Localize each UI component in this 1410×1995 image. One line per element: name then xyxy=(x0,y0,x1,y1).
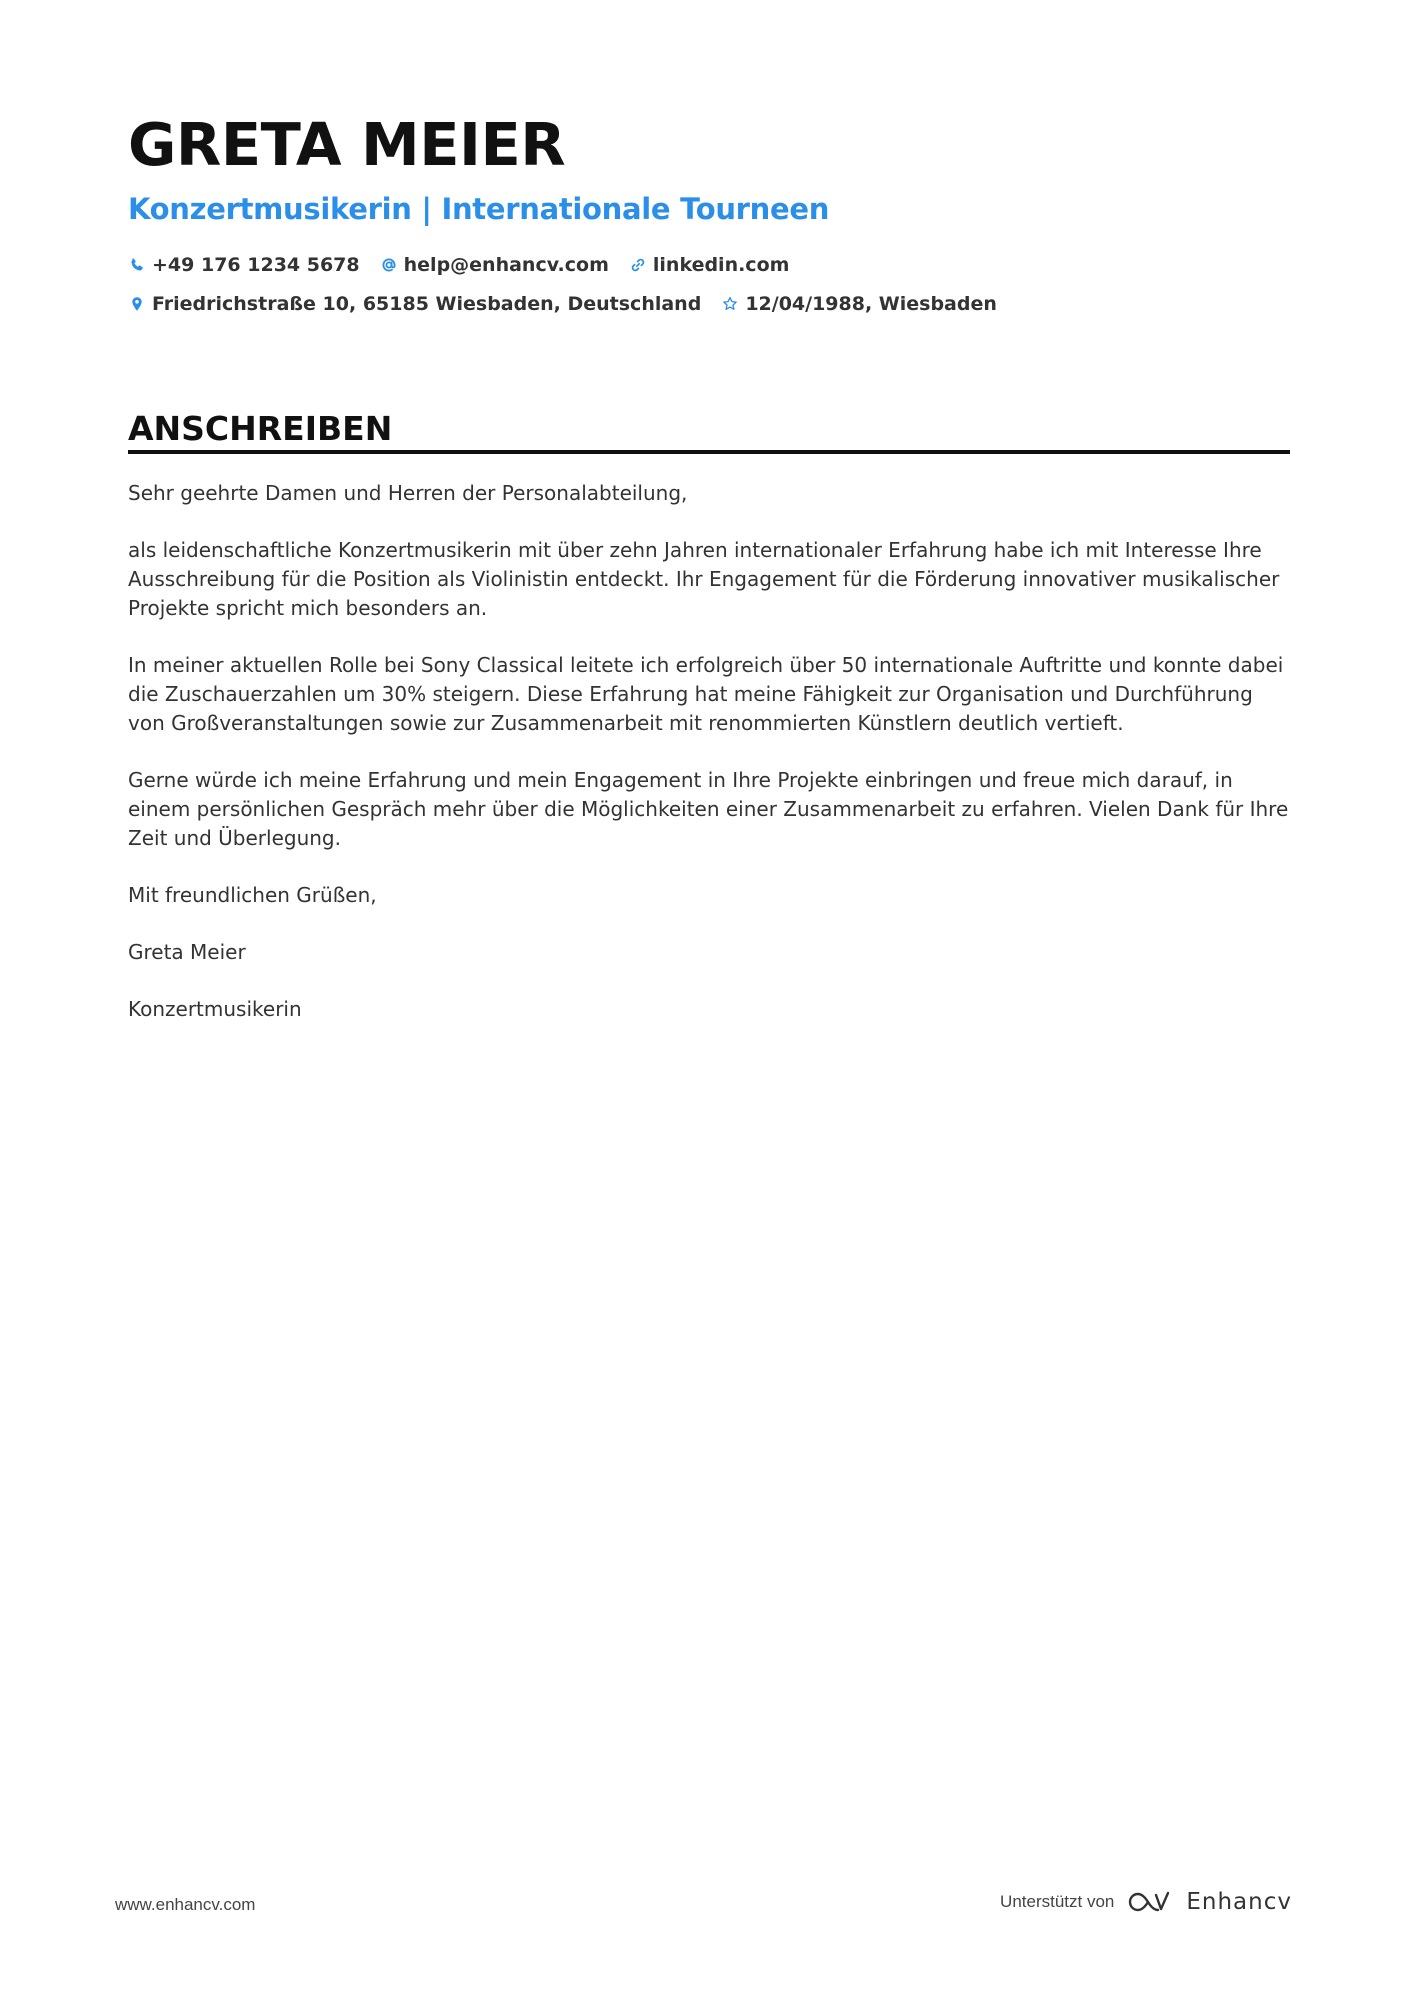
letter-paragraph: Gerne würde ich meine Erfahrung und mein Engagement in Ihre Projekte einbringen und freue mich darauf, in einem persönlichen Gespräch mehr über die Möglichkeiten einer Zusammenarbeit zu erfahren. Vielen Dank für Ihre Zeit und Überlegung. xyxy=(128,768,1289,850)
enhancv-logo-icon xyxy=(1126,1889,1172,1915)
contact-birth-text: 12/04/1988, Wiesbaden xyxy=(745,292,997,315)
signature-name: Greta Meier xyxy=(128,940,246,964)
location-pin-icon xyxy=(128,295,146,313)
letter-paragraph: In meiner aktuellen Rolle bei Sony Classical leitete ich erfolgreich über 50 internationale Auftritte und konnte dabei die Zuschauerzahlen um 30% steigern. Diese Erfahrung hat meine Fähigkeit zur Organisation und Durchführung von Großveranstaltungen sowie zur Zusammenarbeit mit renommierten Künstlern deutlich vertieft. xyxy=(128,653,1284,735)
signature-title: Konzertmusikerin xyxy=(128,997,302,1021)
letter-salutation: Sehr geehrte Damen und Herren der Personalabteilung, xyxy=(128,481,688,505)
phone-icon xyxy=(128,256,146,274)
contact-email-text[interactable]: help@enhancv.com xyxy=(403,253,609,276)
enhancv-brand-name: Enhancv xyxy=(1186,1889,1292,1915)
star-icon xyxy=(721,295,739,313)
cover-letter-body xyxy=(128,479,1290,1052)
contact-list xyxy=(128,252,1290,316)
section-title: ANSCHREIBEN xyxy=(128,409,393,448)
footer-branding xyxy=(1000,1889,1292,1915)
contact-linkedin-text[interactable]: linkedin.com xyxy=(652,253,790,276)
contact-address-text: Friedrichstraße 10, 65185 Wiesbaden, Deutschland xyxy=(152,292,702,315)
contact-birth xyxy=(721,291,997,316)
contact-phone xyxy=(128,252,360,277)
contact-email[interactable] xyxy=(380,252,609,277)
at-icon xyxy=(380,256,398,274)
footer-website-link[interactable]: www.enhancv.com xyxy=(115,1895,256,1914)
candidate-headline: Konzertmusikerin | Internationale Tourneen xyxy=(128,192,830,226)
section-divider xyxy=(128,450,1290,454)
powered-by-label: Unterstützt von xyxy=(1000,1892,1115,1911)
letter-paragraph: als leidenschaftliche Konzertmusikerin mit über zehn Jahren internationaler Erfahrung habe ich mit Interesse Ihre Ausschreibung für die Position als Violinistin entdeckt. Ihr Engagement für die Förderung innovativer musikalischer Projekte spricht mich besonders an. xyxy=(128,538,1280,620)
contact-phone-text: +49 176 1234 5678 xyxy=(152,253,360,276)
link-icon xyxy=(629,256,647,274)
contact-address xyxy=(128,291,701,316)
contact-linkedin[interactable] xyxy=(629,252,790,277)
enhancv-logo[interactable] xyxy=(1126,1889,1292,1915)
candidate-name: GRETA MEIER xyxy=(128,110,566,179)
letter-closing: Mit freundlichen Grüßen, xyxy=(128,883,377,907)
